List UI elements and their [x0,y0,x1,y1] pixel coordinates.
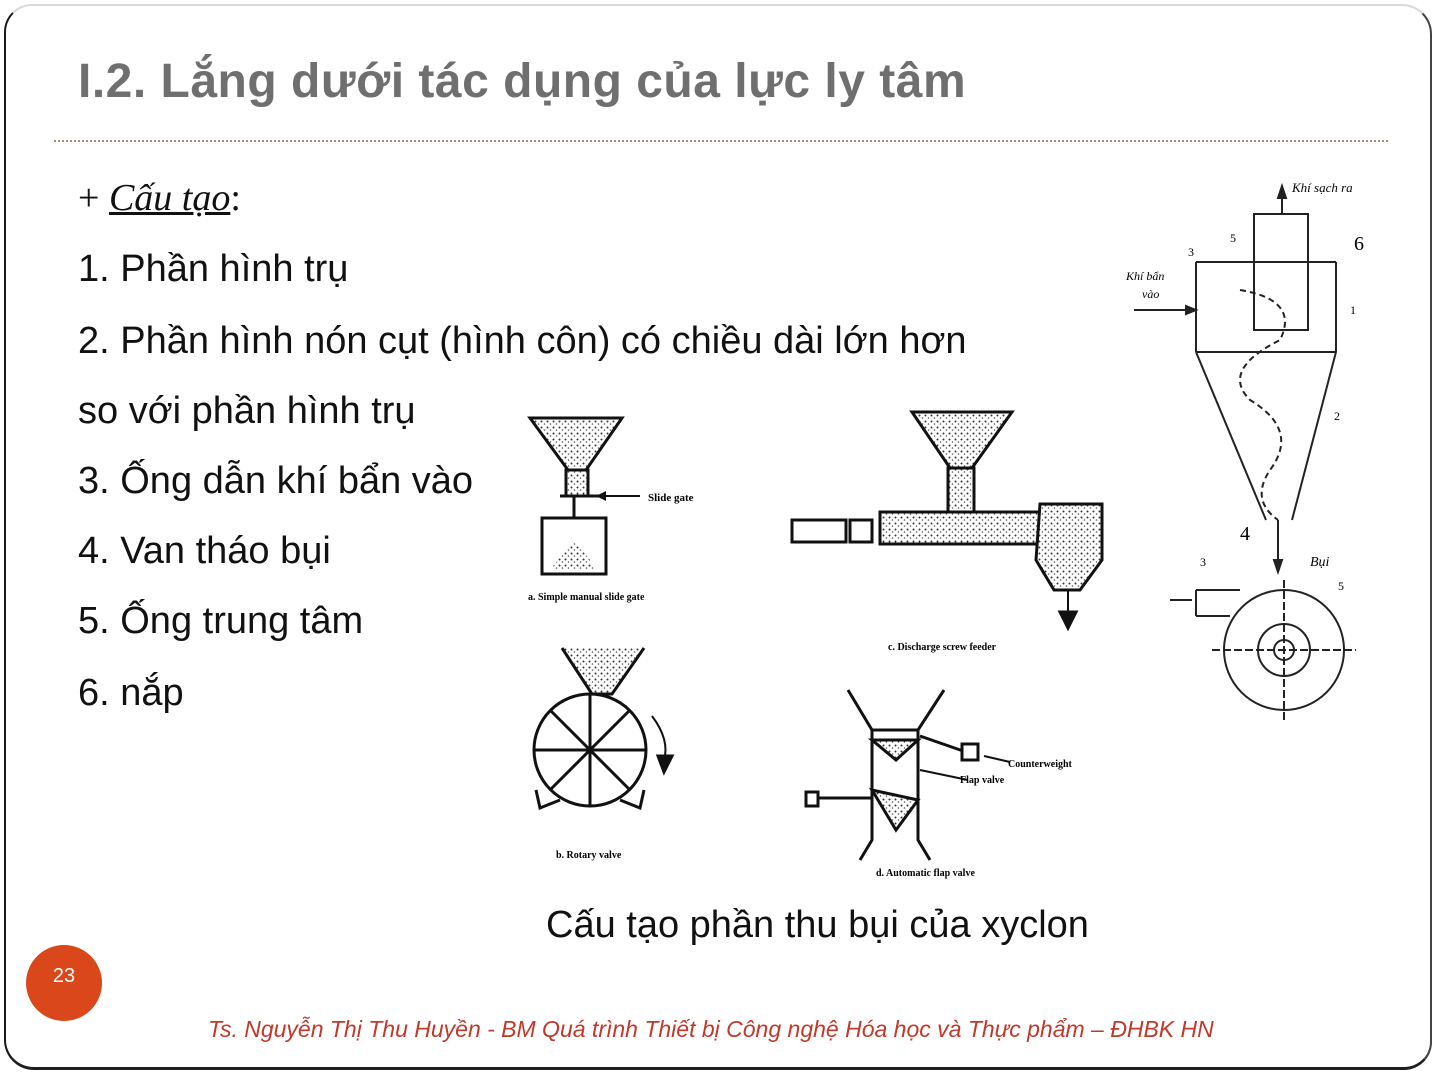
cyclone-label-3b: 3 [1200,555,1206,569]
cyclone-label-5: 5 [1230,231,1236,245]
structure-prefix: + [78,177,109,219]
rotary-valve-caption: b. Rotary valve [556,850,622,861]
slide-title: I.2. Lắng dưới tác dụng của lực ly tâm [78,55,967,108]
slide-gate-caption: a. Simple manual slide gate [528,592,645,603]
cyclone-label-3: 3 [1188,245,1194,259]
dust-label: Bụi [1310,555,1330,570]
list-item: 6. nắp [78,672,184,714]
list-item: 3. Ống dẫn khí bẩn vào [78,460,474,502]
flap-valve-caption: d. Automatic flap valve [876,868,975,879]
list-item: 1. Phần hình trụ [78,248,349,290]
counterweight-label: Counterweight [1008,759,1072,770]
flap-valve-label: Flap valve [960,775,1005,786]
page-number-badge: 23 [26,945,102,1021]
structure-suffix: : [230,177,241,219]
cyclone-label-4: 4 [1240,523,1250,545]
title-divider [54,140,1388,142]
clean-gas-label: Khí sạch ra [1292,180,1353,195]
structure-heading [78,176,241,220]
list-item: 2. Phần hình nón cụt (hình côn) có chiều dài lớn hơn [78,320,967,362]
slide-gate-label: Slide gate [648,492,694,504]
list-item: 4. Van tháo bụi [78,530,331,572]
dirty-gas-label: Khí bẩn [1126,269,1165,283]
cyclone-label-5b: 5 [1338,579,1344,593]
dirty-gas-label-2: vào [1142,287,1160,301]
cyclone-label-6: 6 [1354,233,1364,255]
footer-credit: Ts. Nguyễn Thị Thu Huyền - BM Quá trình Thiết bị Công nghệ Hóa học và Thực phẩm – ĐHBK HN [208,1016,1214,1042]
list-item: so với phần hình trụ [78,390,416,432]
cyclone-label-1: 1 [1350,303,1356,317]
figure-caption: Cấu tạo phần thu bụi của xyclon [546,904,1089,946]
cyclone-label-2: 2 [1334,409,1340,423]
list-item: 5. Ống trung tâm [78,600,364,642]
screw-feeder-caption: c. Discharge screw feeder [888,642,997,653]
structure-label: Cấu tạo [108,177,231,219]
